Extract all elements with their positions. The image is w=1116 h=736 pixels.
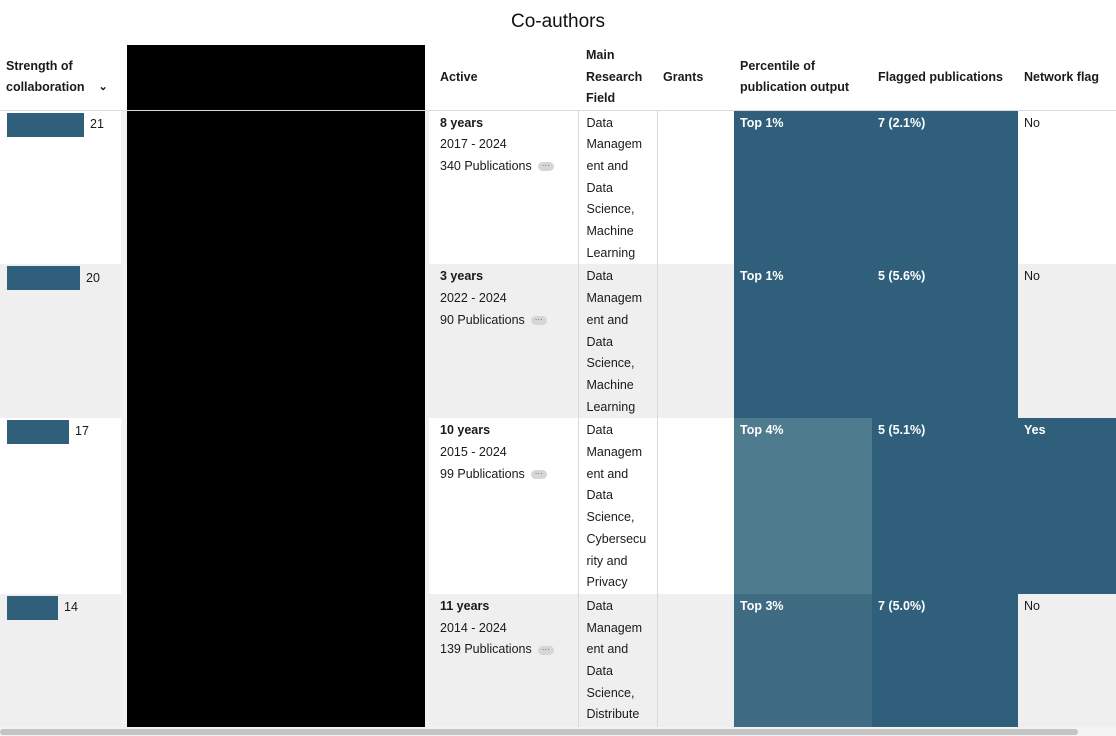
grants-cell — [657, 594, 734, 732]
research-field-cell — [578, 418, 657, 594]
flagged-cell: 5 (5.6%) — [872, 264, 1018, 418]
grants-cell — [657, 264, 734, 418]
strength-cell — [0, 264, 121, 418]
network-flag-cell: No — [1018, 264, 1116, 418]
field-line: Cybersecu — [586, 531, 647, 546]
field-line: Managem — [586, 137, 643, 152]
publications-count: 99 Publications — [440, 466, 525, 481]
column-header-flagged[interactable]: Flagged publications — [872, 45, 1018, 110]
active-years: 10 years — [440, 423, 491, 438]
field-line: Data — [586, 334, 613, 349]
grants-cell — [657, 418, 734, 594]
column-header-grants[interactable]: Grants — [657, 45, 734, 110]
table-row[interactable] — [0, 110, 1116, 264]
page-title: Co-authors — [511, 11, 605, 32]
redacted-name-header — [127, 45, 425, 110]
publications-count: 139 Publications — [440, 642, 532, 657]
table-row[interactable] — [0, 264, 1116, 418]
field-line: Managem — [586, 445, 643, 460]
strength-cell — [0, 418, 121, 594]
percentile-cell: Top 3% — [734, 594, 872, 732]
field-line: Machine — [586, 377, 634, 392]
strength-bar — [7, 113, 84, 137]
strength-value: 14 — [64, 600, 78, 615]
percentile-cell: Top 1% — [734, 264, 872, 418]
network-flag-cell: No — [1018, 110, 1116, 264]
strength-bar — [7, 420, 69, 444]
field-line: Managem — [586, 291, 643, 306]
network-flag-cell: No — [1018, 594, 1116, 732]
flagged-cell: 7 (5.0%) — [872, 594, 1018, 732]
research-field-cell — [578, 264, 657, 418]
chevron-down-icon[interactable]: ⌄ — [98, 81, 108, 94]
redacted-name — [127, 594, 425, 732]
active-range: 2022 - 2024 — [440, 291, 507, 306]
active-range: 2014 - 2024 — [440, 620, 507, 635]
field-line: Machine — [586, 224, 634, 239]
active-cell — [429, 594, 578, 732]
field-line: Privacy — [586, 575, 628, 590]
research-field-cell — [578, 110, 657, 264]
field-line: Science, — [586, 510, 635, 525]
ellipsis-icon[interactable]: ··· — [531, 316, 547, 325]
column-header-percentile[interactable]: Percentile of publication output — [734, 45, 872, 110]
field-line: Science, — [586, 356, 635, 371]
active-range: 2015 - 2024 — [440, 445, 507, 460]
flagged-cell: 5 (5.1%) — [872, 418, 1018, 594]
coauthors-table — [0, 45, 1116, 732]
table-header-row — [0, 45, 1116, 110]
strength-value: 17 — [75, 424, 89, 439]
flagged-cell: 7 (2.1%) — [872, 110, 1018, 264]
active-years: 3 years — [440, 269, 484, 284]
strength-cell — [0, 110, 121, 264]
active-cell — [429, 264, 578, 418]
active-cell — [429, 418, 578, 594]
field-line: Learning — [586, 399, 636, 414]
field-line: ent and — [586, 642, 629, 657]
table-row[interactable] — [0, 594, 1116, 732]
field-line: Science, — [586, 685, 635, 700]
publications-count: 340 Publications — [440, 158, 532, 173]
strength-bar — [7, 266, 80, 290]
field-line: Data — [586, 269, 613, 284]
network-flag-cell: Yes — [1018, 418, 1116, 594]
column-header-field[interactable]: Main Research Field — [578, 45, 657, 110]
strength-bar — [7, 596, 58, 620]
field-line: Data — [586, 180, 613, 195]
active-years: 11 years — [440, 598, 490, 613]
horizontal-scrollbar[interactable] — [0, 729, 1078, 735]
field-line: Managem — [586, 620, 643, 635]
percentile-cell: Top 1% — [734, 110, 872, 264]
field-line: Data — [586, 488, 613, 503]
field-line: Data — [586, 115, 613, 130]
ellipsis-icon[interactable]: ··· — [538, 646, 554, 655]
column-header-active[interactable]: Active — [429, 45, 578, 110]
ellipsis-icon[interactable]: ··· — [531, 470, 547, 479]
field-line: ent and — [586, 158, 629, 173]
field-line: Data — [586, 664, 613, 679]
field-line: Distribute — [586, 707, 640, 722]
active-cell — [429, 110, 578, 264]
publications-count: 90 Publications — [440, 312, 525, 327]
strength-value: 20 — [86, 270, 100, 285]
field-line: rity and — [586, 553, 628, 568]
field-line: Data — [586, 423, 613, 438]
field-line: Science, — [586, 202, 635, 217]
field-line: Learning — [586, 245, 636, 260]
redacted-name — [127, 264, 425, 418]
active-range: 2017 - 2024 — [440, 137, 507, 152]
table-row[interactable] — [0, 418, 1116, 594]
field-line: ent and — [586, 466, 629, 481]
research-field-cell — [578, 594, 657, 732]
active-years: 8 years — [440, 115, 484, 130]
ellipsis-icon[interactable]: ··· — [538, 162, 554, 171]
redacted-name — [127, 110, 425, 264]
strength-cell — [0, 594, 121, 732]
column-header-strength[interactable]: Strength of collaboration ⌄ — [0, 45, 121, 110]
column-header-network[interactable]: Network flag — [1018, 45, 1116, 110]
strength-value: 21 — [90, 116, 104, 131]
grants-cell — [657, 110, 734, 264]
field-line: Data — [586, 598, 613, 613]
field-line: ent and — [586, 312, 629, 327]
percentile-cell: Top 4% — [734, 418, 872, 594]
redacted-name — [127, 418, 425, 594]
